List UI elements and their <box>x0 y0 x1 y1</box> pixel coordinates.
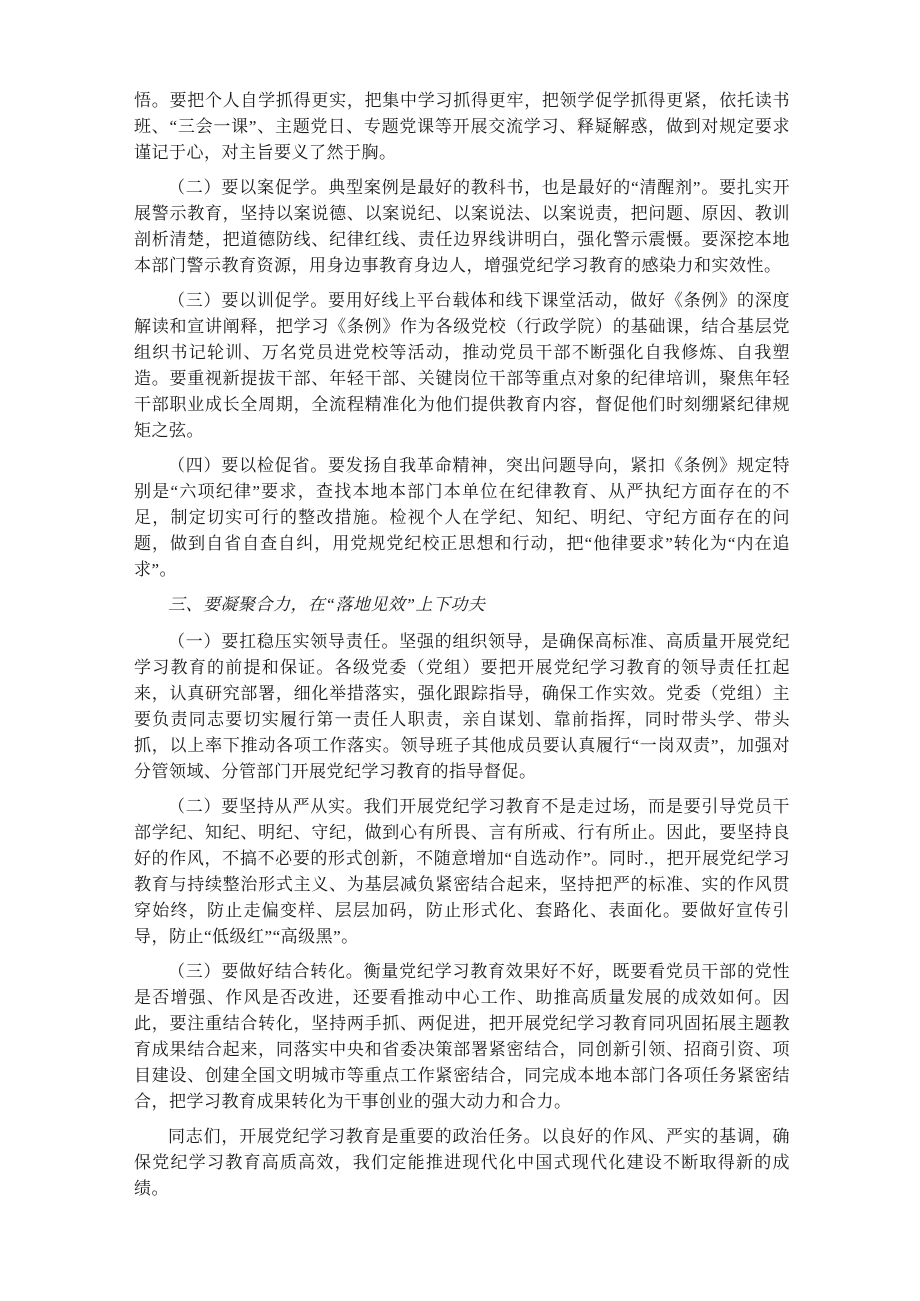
paragraph-item-2-strictness: （二）要坚持从严从实。我们开展党纪学习教育不是走过场，而是要引导党员干部学纪、知纪、明纪、守纪，做到心有所畏、言有所戒、行有所止。因此，要坚持良好的作风，不搞不必要的形式创新，不随意增加“自选动作”。同时.，把开展党纪学习教育与持续整治形式主义、为基层减负紧密结合起来，坚持把严的标准、实的作风贯穿始终，防止走偏变样、层层加码，防止形式化、套路化、表面化。要做好宣传引导，防止“低级红”“高级黑”。 <box>134 797 790 946</box>
paragraph-closing: 同志们，开展党纪学习教育是重要的政治任务。以良好的作风、严实的基调，确保党纪学习教育高质高效，我们定能推进现代化中国式现代化建设不断取得新的成绩。 <box>134 1127 790 1198</box>
paragraph-item-4-self-check: （四）要以检促省。要发扬自我革命精神，突出问题导向，紧扣《条例》规定特别是“六项纪律”要求，查找本地本部门本单位在纪律教育、从严执纪方面存在的不足，制定切实可行的整改措施。检视个人在学纪、知纪、明纪、守纪方面存在的问题，做到自省自查自纠，用党规党纪校正思想和行动，把“他律要求”转化为“内在追求”。 <box>134 456 790 579</box>
paragraph-item-3-transformation: （三）要做好结合转化。衡量党纪学习教育效果好不好，既要看党员干部的党性是否增强、作风是否改进，还要看推动中心工作、助推高质量发展的成效如何。因此，要注重结合转化，坚持两手抓、两促进，把开展党纪学习教育同巩固拓展主题教育成果结合起来，同落实中央和省委决策部署紧密结合，同创新引领、招商引资、项目建设、创建全国文明城市等重点工作紧密结合，同完成本地本部门各项任务紧密结合，把学习教育成果转化为干事创业的强大动力和合力。 <box>134 962 790 1111</box>
paragraph-item-1-leadership: （一）要扛稳压实领导责任。坚强的组织领导，是确保高标准、高质量开展党纪学习教育的前提和保证。各级党委（党组）要把开展党纪学习教育的领导责任扛起来，认真研究部署，细化举措落实，强化跟踪指导，确保工作实效。党委（党组）主要负责同志要切实履行第一责任人职责，亲自谋划、靠前指挥，同时带头学、带头抓，以上率下推动各项工作落实。领导班子其他成员要认真履行“一岗双责”，加强对分管领域、分管部门开展党纪学习教育的指导督促。 <box>134 632 790 781</box>
paragraph-item-2-case-study: （二）要以案促学。典型案例是最好的教科书，也是最好的“清醒剂”。要扎实开展警示教育，坚持以案说德、以案说纪、以案说法、以案说责，把问题、原因、教训剖析清楚，把道德防线、纪律红线、责任边界线讲明白，强化警示震慑。要深挖本地本部门警示教育资源，用身边事教育身边人，增强党纪学习教育的感染力和实效性。 <box>134 178 790 275</box>
paragraph-continuation: 悟。要把个人自学抓得更实，把集中学习抓得更牢，把领学促学抓得更紧，依托读书班、“三会一课”、主题党日、专题党课等开展交流学习、释疑解惑，做到对规定要求谨记于心，对主旨要义了然于胸。 <box>134 91 790 162</box>
section-heading: 三、要凝聚合力，在“落地见效”上下功夫 <box>168 595 486 614</box>
paragraph-item-3-training: （三）要以训促学。要用好线上平台载体和线下课堂活动，做好《条例》的深度解读和宣讲阐释，把学习《条例》作为各级党校（行政学院）的基础课，结合基层党组织书记轮训、万名党员进党校等活动，推动党员干部不断强化自我修炼、自我塑造。要重视新提拔干部、年轻干部、关键岗位干部等重点对象的纪律培训，聚焦年轻干部职业成长全周期，全流程精准化为他们提供教育内容，督促他们时刻绷紧纪律规矩之弦。 <box>134 291 790 440</box>
